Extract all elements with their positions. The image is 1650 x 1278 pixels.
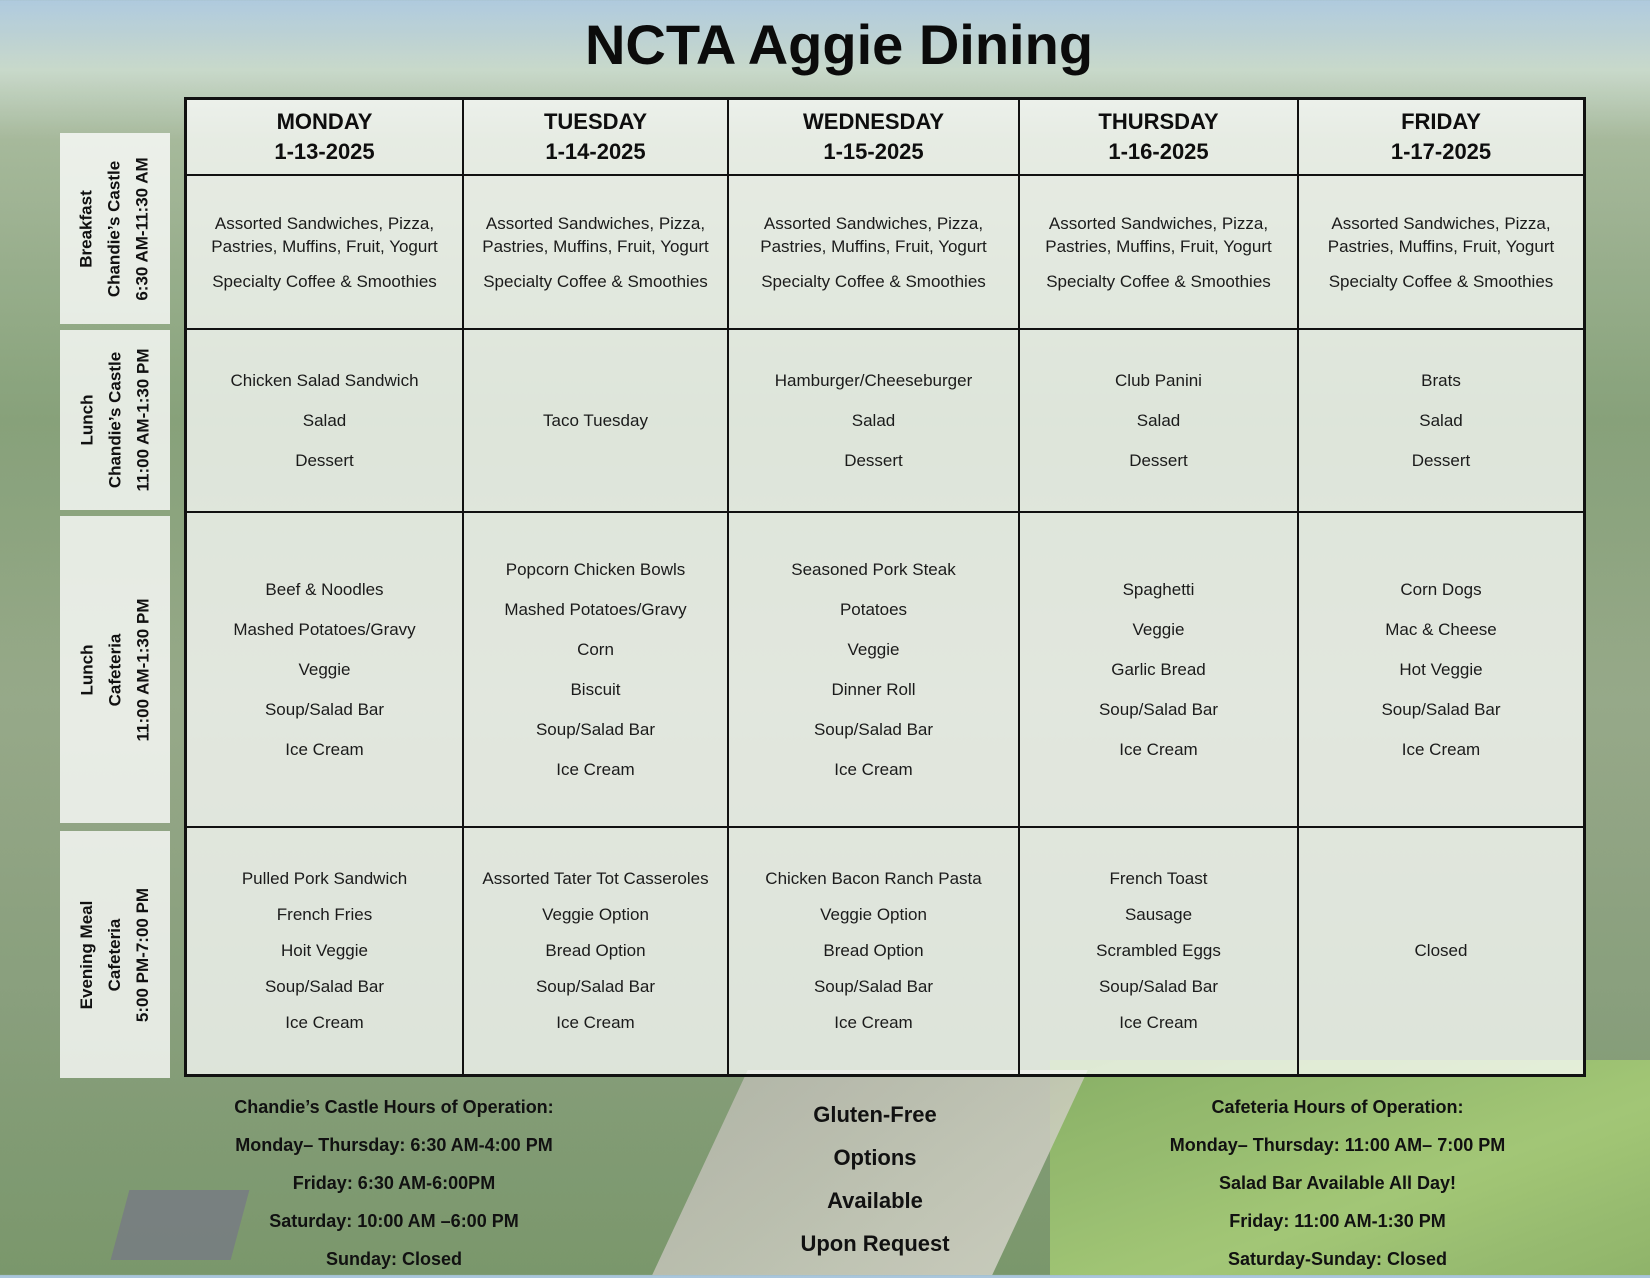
menu-item: Taco Tuesday: [543, 410, 648, 430]
menu-item: Salad: [302, 410, 347, 430]
menu-item: Sausage: [1124, 905, 1193, 924]
menu-item: Club Panini: [1115, 370, 1202, 390]
meal-label-line: Lunch: [77, 394, 97, 446]
cafeteria-hours-line: Friday: 11:00 AM-1:30 PM: [1229, 1211, 1446, 1231]
day-header-monday: [187, 100, 464, 176]
day-name: THURSDAY: [1098, 109, 1219, 134]
breakfast-cell-tuesday: [464, 176, 729, 330]
menu-item: Garlic Bread: [1111, 659, 1206, 679]
menu-item: Veggie Option: [542, 905, 649, 924]
menu-item: Ice Cream: [834, 759, 913, 779]
lunch-castle-cell-tuesday: [464, 330, 729, 513]
day-name: FRIDAY: [1401, 109, 1481, 134]
menu-item: Mac & Cheese: [1385, 619, 1497, 639]
day-header-thursday: [1020, 100, 1299, 176]
menu-item: Assorted Tater Tot Casseroles: [482, 869, 709, 888]
menu-item: Veggie: [298, 659, 351, 679]
menu-item: Dessert: [1129, 450, 1188, 470]
menu-item: Soup/Salad Bar: [1098, 977, 1219, 996]
meal-label-line: 11:00 AM-1:30 PM: [133, 598, 153, 741]
menu-item: Ice Cream: [556, 759, 635, 779]
gluten-free-line: Options: [833, 1145, 917, 1170]
day-date: 1-16-2025: [1108, 139, 1209, 164]
menu-item: Specialty Coffee & Smoothies: [212, 271, 437, 291]
meal-label-evening: [60, 831, 170, 1078]
castle-hours-line: Saturday: 10:00 AM –6:00 PM: [269, 1211, 519, 1231]
menu-item: Bread Option: [545, 941, 646, 960]
menu-item: Specialty Coffee & Smoothies: [1328, 271, 1554, 291]
meal-label-lunch-cafeteria: [60, 516, 170, 823]
menu-item: Mashed Potatoes/Gravy: [504, 599, 687, 619]
menu-item: French Fries: [276, 905, 373, 924]
lunch-castle-cell-thursday: [1020, 330, 1299, 513]
menu-item: Bread Option: [823, 941, 924, 960]
breakfast-cell-friday: [1299, 176, 1583, 330]
menu-item: Soup/Salad Bar: [813, 977, 934, 996]
meal-label-line: 11:00 AM-1:30 PM: [133, 348, 153, 492]
menu-item: Specialty Coffee & Smoothies: [483, 271, 708, 291]
menu-item: Corn Dogs: [1400, 579, 1482, 599]
menu-item: Brats: [1421, 370, 1461, 390]
lunch-castle-cell-monday: [187, 330, 464, 513]
menu-item: Pastries, Muffins, Fruit, Yogurt: [482, 236, 709, 256]
evening-cell-tuesday: [464, 828, 729, 1074]
menu-item: Popcorn Chicken Bowls: [505, 559, 686, 579]
menu-item: Veggie Option: [820, 905, 927, 924]
menu-item: Ice Cream: [1119, 739, 1198, 759]
menu-item: Dessert: [1411, 450, 1471, 470]
menu-item: Spaghetti: [1122, 579, 1195, 599]
castle-hours-heading: Chandie’s Castle Hours of Operation:: [234, 1097, 554, 1117]
breakfast-cell-monday: [187, 176, 464, 330]
menu-item: Pastries, Muffins, Fruit, Yogurt: [760, 236, 987, 256]
menu-item: Ice Cream: [285, 739, 364, 759]
menu-item: Specialty Coffee & Smoothies: [1046, 271, 1271, 291]
menu-item: Assorted Sandwiches, Pizza,: [1331, 213, 1551, 233]
menu-item: Ice Cream: [556, 1013, 635, 1032]
menu-item: Soup/Salad Bar: [1381, 699, 1501, 719]
evening-cell-friday: [1299, 828, 1583, 1074]
menu-item: Salad: [1419, 410, 1463, 430]
meal-label-line: Evening Meal: [77, 900, 97, 1009]
menu-item: Beef & Noodles: [265, 579, 384, 599]
day-name: TUESDAY: [543, 109, 648, 134]
gluten-free-line: Available: [827, 1188, 923, 1213]
menu-item: Hot Veggie: [1399, 659, 1483, 679]
day-date: 1-17-2025: [1390, 139, 1492, 164]
day-header-wednesday: [729, 100, 1020, 176]
menu-item: Potatoes: [839, 599, 908, 619]
day-header-tuesday: [464, 100, 729, 176]
menu-item: Chicken Bacon Ranch Pasta: [765, 869, 982, 888]
menu-item: Soup/Salad Bar: [535, 977, 656, 996]
day-date: 1-13-2025: [274, 139, 375, 164]
menu-item: Assorted Sandwiches, Pizza,: [763, 213, 984, 233]
evening-cell-wednesday: [729, 828, 1020, 1074]
menu-item: Dinner Roll: [831, 679, 916, 699]
menu-item: Corn: [577, 639, 614, 659]
menu-item: Hoit Veggie: [281, 941, 368, 960]
lunch-castle-cell-friday: [1299, 330, 1583, 513]
menu-item: Closed: [1414, 941, 1468, 960]
gluten-free-notice: [715, 1093, 1035, 1265]
menu-item: Chicken Salad Sandwich: [230, 370, 419, 390]
breakfast-cell-wednesday: [729, 176, 1020, 330]
meal-label-line: Breakfast: [77, 189, 97, 268]
evening-cell-monday: [187, 828, 464, 1074]
menu-item: Soup/Salad Bar: [264, 699, 385, 719]
menu-item: Assorted Sandwiches, Pizza,: [1048, 213, 1269, 233]
castle-hours: [184, 1088, 604, 1278]
meal-label-line: Chandie’s Castle: [105, 160, 125, 297]
lunch-cafeteria-cell-thursday: [1020, 513, 1299, 828]
menu-item: Mashed Potatoes/Gravy: [233, 619, 416, 639]
menu-item: Salad: [1136, 410, 1181, 430]
menu-item: Veggie: [847, 639, 900, 659]
day-name: MONDAY: [276, 109, 373, 134]
lunch-cafeteria-cell-friday: [1299, 513, 1583, 828]
menu-item: Salad: [851, 410, 896, 430]
meal-label-line: Cafeteria: [105, 633, 125, 706]
menu-item: Hamburger/Cheeseburger: [774, 370, 973, 390]
menu-item: Pastries, Muffins, Fruit, Yogurt: [1327, 236, 1555, 256]
castle-hours-line: Monday– Thursday: 6:30 AM-4:00 PM: [235, 1135, 553, 1155]
gluten-free-line: Gluten-Free: [813, 1102, 937, 1127]
menu-item: French Toast: [1109, 869, 1208, 888]
menu-item: Scrambled Eggs: [1096, 941, 1221, 960]
lunch-cafeteria-cell-monday: [187, 513, 464, 828]
menu-item: Pulled Pork Sandwich: [241, 869, 408, 888]
meal-label-line: 5:00 PM-7:00 PM: [133, 887, 153, 1022]
evening-cell-thursday: [1020, 828, 1299, 1074]
cafeteria-hours-heading: Cafeteria Hours of Operation:: [1211, 1097, 1464, 1117]
menu-item: Soup/Salad Bar: [1098, 699, 1219, 719]
menu-grid: [184, 97, 1586, 1077]
castle-hours-line: Sunday: Closed: [325, 1249, 463, 1269]
menu-item: Ice Cream: [1401, 739, 1481, 759]
meal-label-line: 6:30 AM-11:30 AM: [133, 156, 153, 301]
lunch-cafeteria-cell-tuesday: [464, 513, 729, 828]
menu-item: Veggie: [1132, 619, 1185, 639]
cafeteria-hours-line: Salad Bar Available All Day!: [1218, 1173, 1457, 1193]
menu-item: Seasoned Pork Steak: [791, 559, 956, 579]
menu-item: Specialty Coffee & Smoothies: [761, 271, 986, 291]
cafeteria-hours: [1130, 1088, 1545, 1278]
menu-item: Dessert: [295, 450, 354, 470]
page-title: NCTA Aggie Dining: [584, 13, 1094, 76]
menu-item: Pastries, Muffins, Fruit, Yogurt: [211, 236, 438, 256]
menu-item: Soup/Salad Bar: [535, 719, 656, 739]
menu-item: Biscuit: [570, 679, 621, 699]
menu-item: Ice Cream: [834, 1013, 913, 1032]
menu-item: Ice Cream: [1119, 1013, 1198, 1032]
menu-item: Pastries, Muffins, Fruit, Yogurt: [1045, 236, 1272, 256]
menu-item: Assorted Sandwiches, Pizza,: [485, 213, 706, 233]
day-date: 1-14-2025: [545, 139, 646, 164]
meal-label-line: Lunch: [77, 644, 97, 696]
menu-item: Assorted Sandwiches, Pizza,: [214, 213, 435, 233]
menu-item: Soup/Salad Bar: [813, 719, 934, 739]
meal-label-lunch-castle: [60, 330, 170, 510]
day-header-friday: [1299, 100, 1583, 176]
day-name: WEDNESDAY: [803, 109, 944, 134]
meal-label-breakfast: [60, 133, 170, 324]
meal-label-line: Chandie’s Castle: [105, 351, 125, 489]
menu-item: Soup/Salad Bar: [264, 977, 385, 996]
menu-item: Dessert: [844, 450, 903, 470]
lunch-castle-cell-wednesday: [729, 330, 1020, 513]
cafeteria-hours-line: Monday– Thursday: 11:00 AM– 7:00 PM: [1169, 1135, 1506, 1155]
lunch-cafeteria-cell-wednesday: [729, 513, 1020, 828]
day-date: 1-15-2025: [823, 139, 924, 164]
breakfast-cell-thursday: [1020, 176, 1299, 330]
castle-hours-line: Friday: 6:30 AM-6:00PM: [292, 1173, 496, 1193]
meal-label-line: Cafeteria: [105, 918, 125, 991]
cafeteria-hours-line: Saturday-Sunday: Closed: [1227, 1249, 1448, 1269]
menu-item: Ice Cream: [285, 1013, 364, 1032]
gluten-free-line: Upon Request: [800, 1231, 950, 1256]
